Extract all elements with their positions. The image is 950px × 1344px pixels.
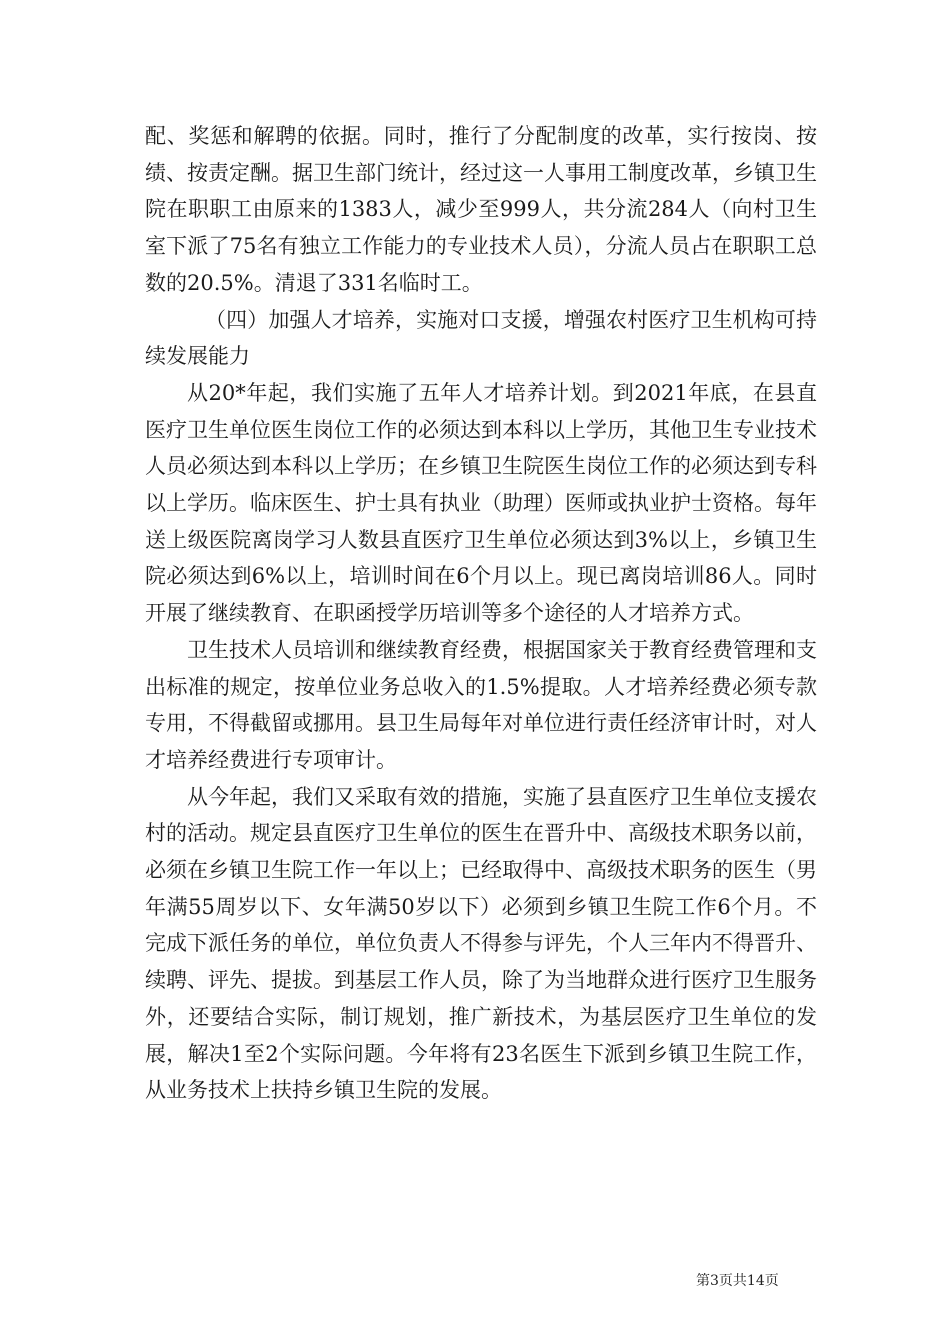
paragraph-rural-support: 从今年起，我们又采取有效的措施，实施了县直医疗卫生单位支援农村的活动。规定县直医疗卫生单位的医生在晋升中、高级技术职务以前，必须在乡镇卫生院工作一年以上；已经取得中、高级技术职务的医生（男年满55周岁以下、女年满50岁以下）必须到乡镇卫生院工作6个月。不完成下派任务的单位，单位负责人不得参与评先，个人三年内不得晋升、续聘、评先、提拔。到基层工作人员，除了为当地群众进行医疗卫生服务外，还要结合实际，制订规划，推广新技术，为基层医疗卫生单位的发展，解决1至2个实际问题。今年将有23名医生下派到乡镇卫生院工作，从业务技术上扶持乡镇卫生院的发展。 xyxy=(145,784,817,1103)
section-heading-talent-training: （四）加强人才培养，实施对口支援，增强农村医疗卫生机构可持续发展能力 xyxy=(145,307,817,369)
paragraph-talent-plan: 从20*年起，我们实施了五年人才培养计划。到2021年底，在县直医疗卫生单位医生岗位工作的必须达到本科以上学历，其他卫生专业技术人员必须达到本科以上学历；在乡镇卫生院医生岗位工作的必须达到专科以上学历。临床医生、护士具有执业（助理）医师或执业护士资格。每年送上级医院离岗学习人数县直医疗卫生单位必须达到3%以上，乡镇卫生院必须达到6%以上，培训时间在6个月以上。现已离岗培训86人。同时开展了继续教育、在职函授学历培训等多个途径的人才培养方式。 xyxy=(145,380,817,626)
document-body xyxy=(145,118,817,1109)
page-number: 第3页共14页 xyxy=(696,1273,779,1289)
paragraph-personnel-reform: 配、奖惩和解聘的依据。同时，推行了分配制度的改革，实行按岗、按绩、按责定酬。据卫生部门统计，经过这一人事用工制度改革，乡镇卫生院在职职工由原来的1383人，减少至999人，共分流284人（向村卫生室下派了75名有独立工作能力的专业技术人员），分流人员占在职职工总数的20.5%。清退了331名临时工。 xyxy=(145,124,817,295)
paragraph-training-funds: 卫生技术人员培训和继续教育经费，根据国家关于教育经费管理和支出标准的规定，按单位业务总收入的1.5%提取。人才培养经费必须专款专用，不得截留或挪用。县卫生局每年对单位进行责任经济审计时，对人才培养经费进行专项审计。 xyxy=(145,637,817,772)
